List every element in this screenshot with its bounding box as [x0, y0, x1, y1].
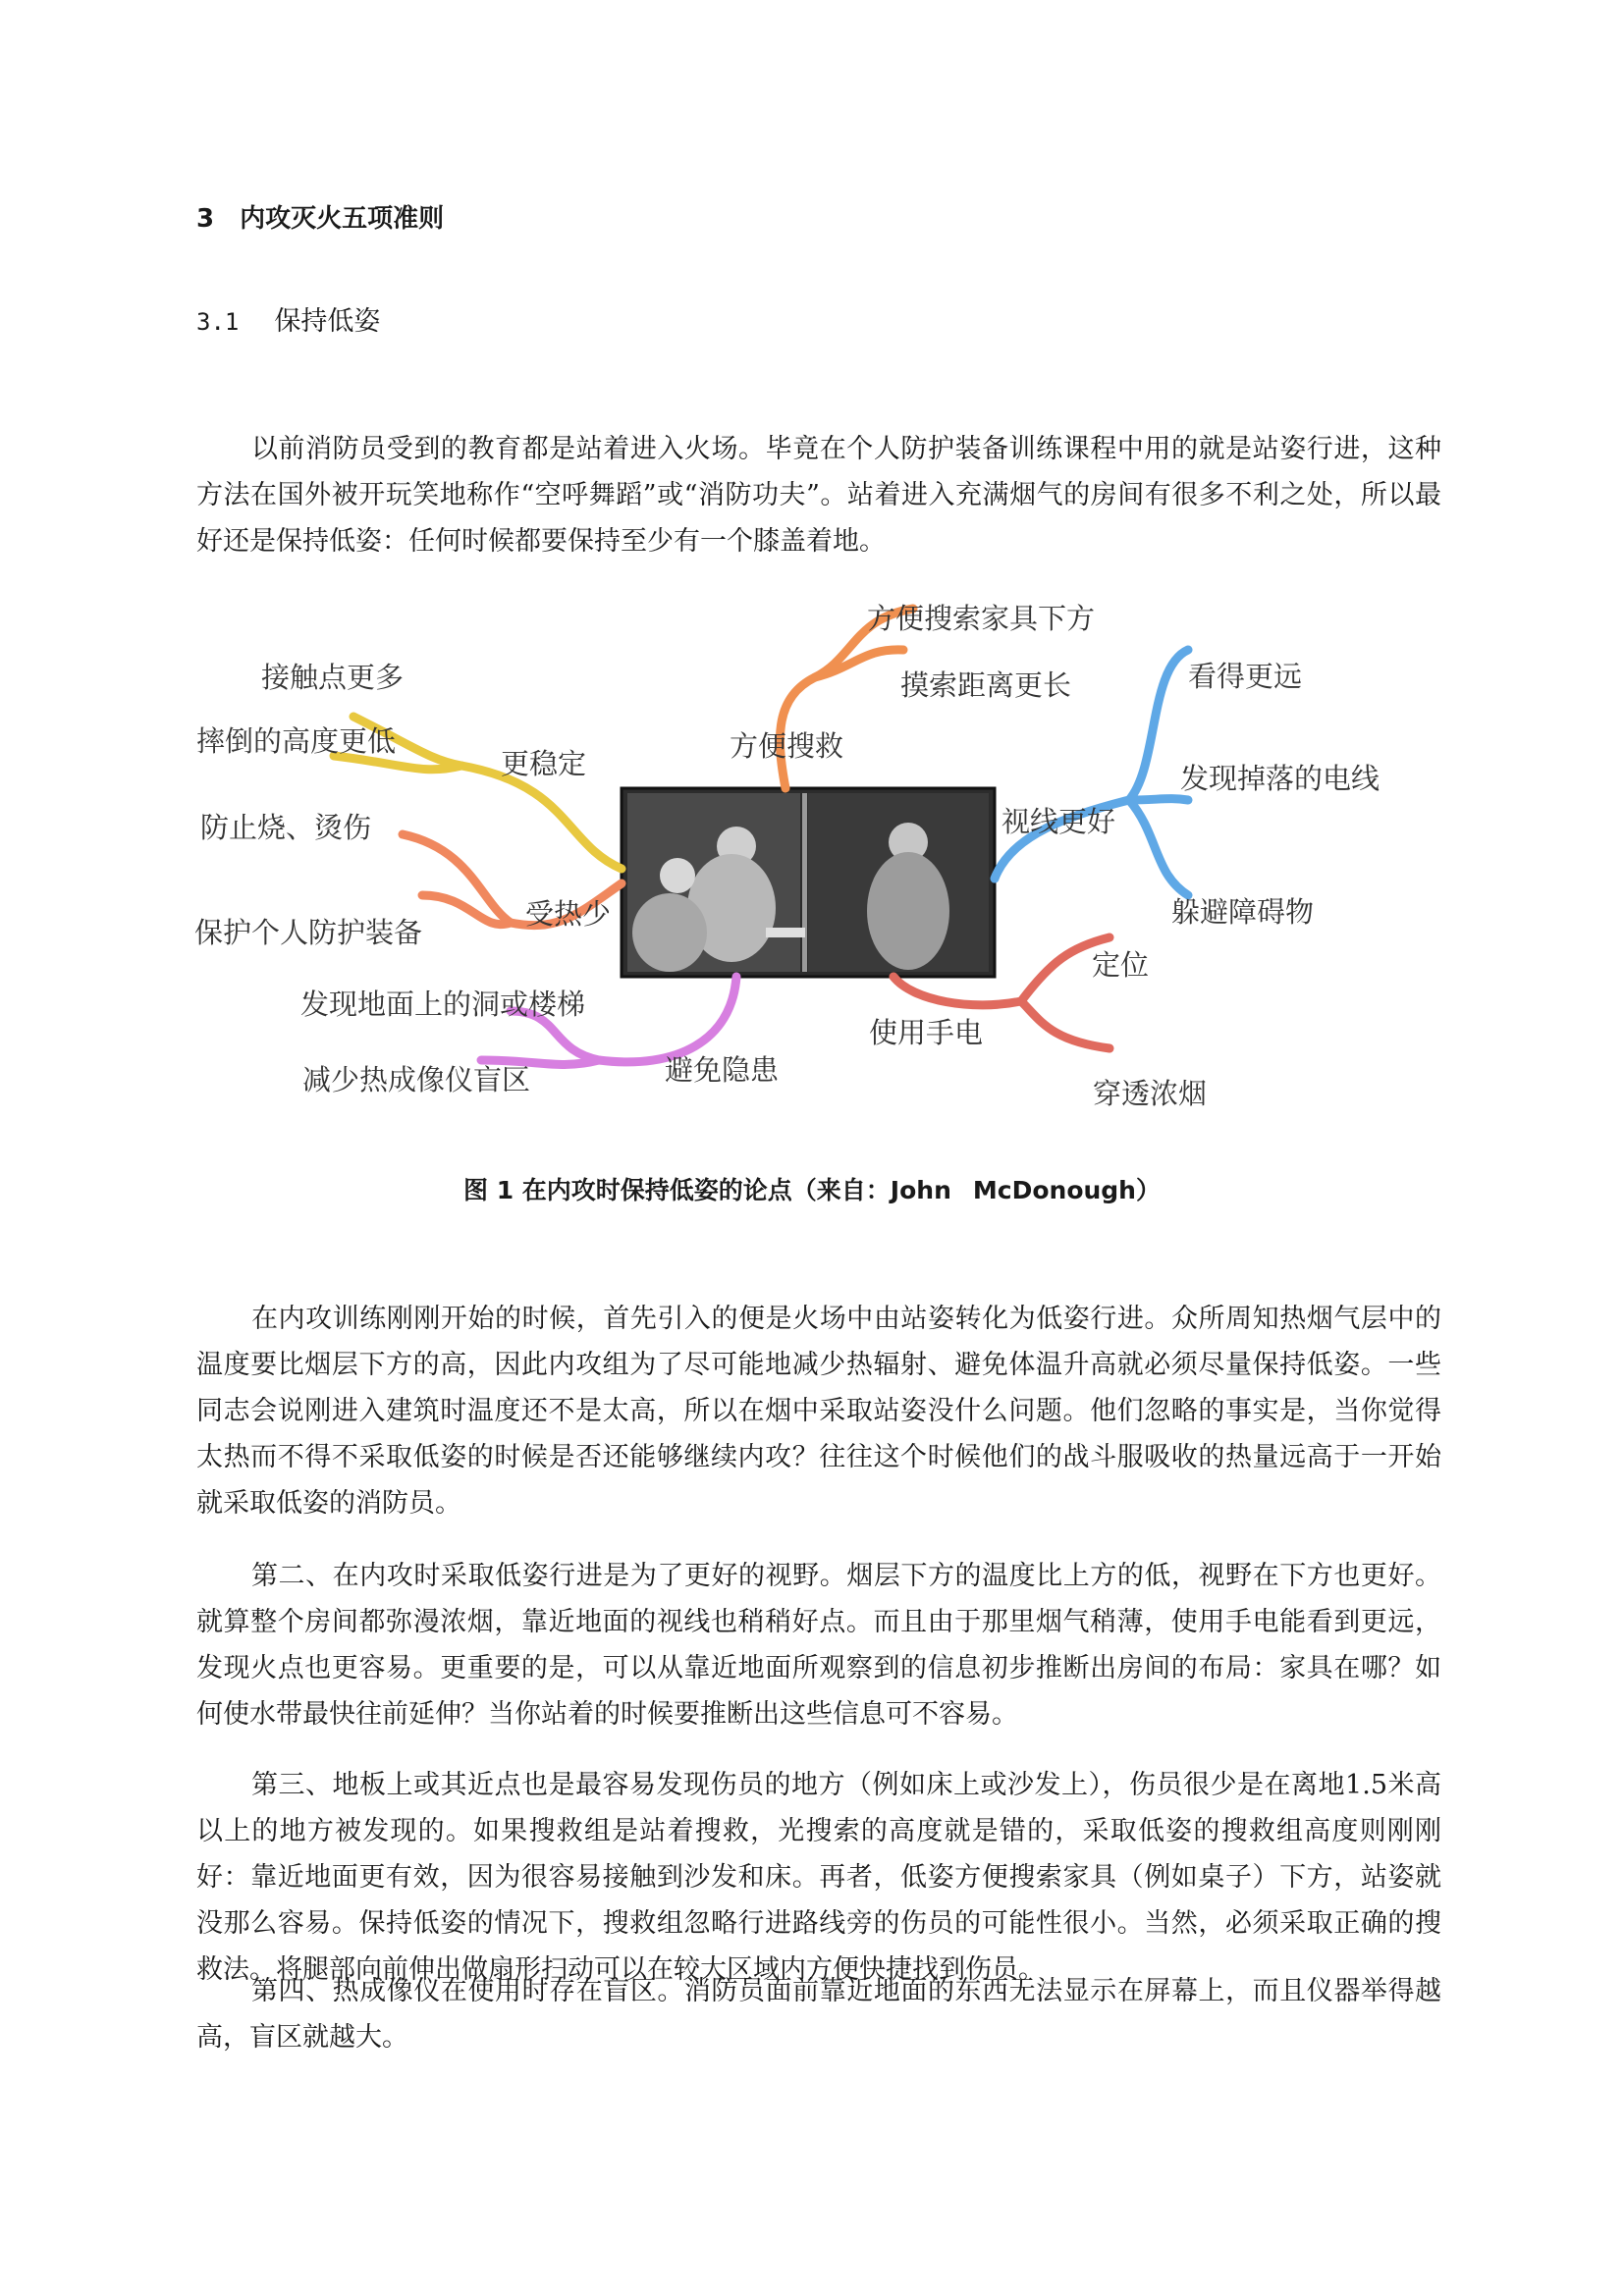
caption-suffix: McDonough）: [972, 1176, 1161, 1204]
paragraph-5: 第四、热成像仪在使用时存在盲区。消防员面前靠近地面的东西无法显示在屏幕上，而且仪器举得越高，盲区就越大。: [196, 1976, 1441, 2053]
caption-prefix: 图 1 在内攻时保持低姿的论点（来自：John: [463, 1176, 951, 1204]
leaf-label: 躲避障碍物: [1171, 895, 1315, 929]
branch-search: [730, 602, 1095, 763]
leaf-label: 摸索距离更长: [900, 668, 1072, 702]
leaf-label: 防止烧、烫伤: [200, 811, 372, 844]
firefighter-photo: [622, 788, 995, 977]
leaf-label: 定位: [1092, 948, 1150, 982]
leaf-label: 穿透浓烟: [1093, 1077, 1208, 1110]
subsection-title: 保持低姿: [274, 306, 381, 337]
leaf-label: 减少热成像仪盲区: [302, 1063, 531, 1096]
branch-label: 避免隐患: [665, 1053, 780, 1087]
branch-label: 方便搜救: [730, 729, 844, 763]
leaf-label: 发现掉落的电线: [1180, 762, 1380, 795]
leaf-label: 方便搜索家具下方: [867, 602, 1096, 635]
leaf-label: 保护个人防护装备: [194, 916, 423, 949]
section-heading: [196, 198, 444, 235]
leaf-label: 看得更远: [1188, 660, 1303, 693]
leaf-label: 摔倒的高度更低: [196, 724, 397, 758]
leaf-label: 接触点更多: [261, 661, 405, 694]
subsection-number: 3.1: [196, 308, 240, 336]
subsection-heading: [196, 299, 380, 338]
branch-label: 使用手电: [869, 1016, 984, 1049]
section-number: 3: [196, 204, 215, 234]
paragraph-1: 以前消防员受到的教育都是站着进入火场。毕竟在个人防护装备训练课程中用的就是站姿行进，这种方法在国外被开玩笑地称作“空呼舞蹈”或“消防功夫”。站着进入充满烟气的房间有很多不利之处，所以最好还是保持低姿：任何时候都要保持至少有一个膝盖着地。: [196, 434, 1441, 557]
branch-label: 更稳定: [501, 747, 587, 780]
paragraph-2: 在内攻训练刚刚开始的时候，首先引入的便是火场中由站姿转化为低姿行进。众所周知热烟气层中的温度要比烟层下方的高，因此内攻组为了尽可能地减少热辐射、避免体温升高就必须尽量保持低姿。一些同志会说刚进入建筑时温度还不是太高，所以在烟中采取站姿没什么问题。他们忽略的事实是，当你觉得太热而不得不采取低姿的时候是否还能够继续内攻？往往这个时候他们的战斗服吸收的热量远高于一开始就采取低姿的消防员。: [196, 1304, 1441, 1519]
section-title: 内攻灭火五项准则: [240, 204, 445, 234]
mind-map-figure: [187, 589, 1443, 1139]
leaf-label: 发现地面上的洞或楼梯: [300, 988, 586, 1021]
branch-label: 视线更好: [1001, 805, 1116, 838]
branch-label: 受热少: [525, 897, 612, 931]
figure-caption: [0, 1171, 1624, 1206]
paragraph-3: 第二、在内攻时采取低姿行进是为了更好的视野。烟层下方的温度比上方的低，视野在下方也更好。就算整个房间都弥漫浓烟，靠近地面的视线也稍稍好点。而且由于那里烟气稍薄，使用手电能看到更远，发现火点也更容易。更重要的是，可以从靠近地面所观察到的信息初步推断出房间的布局：家具在哪？如何使水带最快往前延伸？当你站着的时候要推断出这些信息可不容易。: [196, 1561, 1441, 1730]
paragraph-4: 第三、地板上或其近点也是最容易发现伤员的地方（例如床上或沙发上），伤员很少是在离地1.5米高以上的地方被发现的。如果搜救组是站着搜救，光搜索的高度就是错的，采取低姿的搜救组高度则刚刚好：靠近地面更有效，因为很容易接触到沙发和床。再者，低姿方便搜索家具（例如桌子）下方，站姿就没那么容易。保持低姿的情况下，搜救组忽略行进路线旁的伤员的可能性很小。当然，必须采取正确的搜救法。将腿部向前伸出做扇形扫动可以在较大区域内方便快捷找到伤员。: [196, 1770, 1441, 1985]
